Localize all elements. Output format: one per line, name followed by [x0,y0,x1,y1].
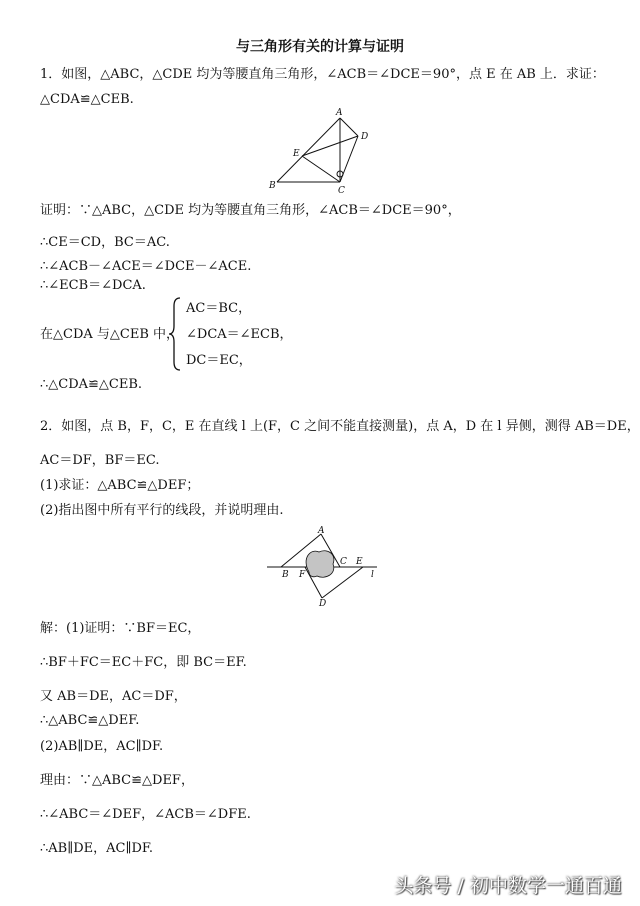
solution-line1: 解：(1)证明：∵BF＝EC， [40,621,201,636]
fig2-label-l: l [371,570,374,580]
solution-line7: ∴∠ABC＝∠DEF，∠ACB＝∠DFE. [40,807,251,822]
fig2-label-D: D [319,599,327,608]
solution-line2: ∴BF＋FC＝EC＋FC，即 BC＝EF. [40,655,247,670]
problem1-question-line1: 1．如图，△ABC，△CDE 均为等腰直角三角形，∠ACB＝∠DCE＝90°，点 E 在 AB 上．求证： [40,67,605,82]
brace-item-1: AC＝BC， [186,301,252,316]
problem2-sub1: (1)求证：△ABC≌△DEF； [40,478,200,493]
problem1-proof-line2: ∴CE＝CD，BC＝AC. [40,235,170,250]
problem1-question-line2: △CDA≌△CEB. [40,92,134,107]
fig2-label-C: C [340,557,347,567]
problem2-figure [265,526,380,608]
solution-line8: ∴AB∥DE，AC∥DF. [40,841,154,856]
solution-line3: 又 AB＝DE，AC＝DF， [40,689,187,704]
brace-item-3: DC＝EC， [186,353,252,368]
problem1-in-label: 在△CDA 与△CEB 中， [40,327,180,342]
solution-line5: (2)AB∥DE，AC∥DF. [40,739,164,754]
fig1-label-A: A [336,108,343,118]
problem2-sub2: (2)指出图中所有平行的线段，并说明理由. [40,503,284,518]
fig2-label-F: F [299,570,306,580]
problem1-conclusion: ∴△CDA≌△CEB. [40,377,143,392]
problem1-proof-line4: ∴∠ECB＝∠DCA. [40,278,146,293]
page-title: 与三角形有关的计算与证明 [236,39,404,55]
problem2-question-line2: AC＝DF，BF＝EC. [40,453,160,468]
problem2-question-line1: 2．如图，点 B，F，C，E 在直线 l 上(F，C 之间不能直接测量)，点 A，D 在 l 异侧，测得 AB＝DE， [40,419,640,434]
brace-item-2: ∠DCA＝∠ECB， [186,327,293,342]
problem1-proof-line3: ∴∠ACB－∠ACE＝∠DCE－∠ACE. [40,259,252,274]
fig2-label-E: E [356,557,363,567]
fig1-label-E: E [293,149,300,159]
fig2-label-A: A [318,526,325,536]
fig1-label-C: C [338,186,345,194]
problem1-proof-line1: 证明：∵△ABC，△CDE 均为等腰直角三角形，∠ACB＝∠DCE＝90°， [40,203,461,218]
fig2-label-B: B [282,570,289,580]
problem1-figure [262,104,382,194]
solution-line6: 理由：∵△ABC≌△DEF， [40,773,194,788]
fig1-label-D: D [361,132,369,142]
fig1-label-B: B [269,181,276,191]
watermark: 头条号 / 初中数学一通百通 [394,875,622,897]
brace-symbol [168,296,182,372]
solution-line4: ∴△ABC≌△DEF. [40,713,140,728]
